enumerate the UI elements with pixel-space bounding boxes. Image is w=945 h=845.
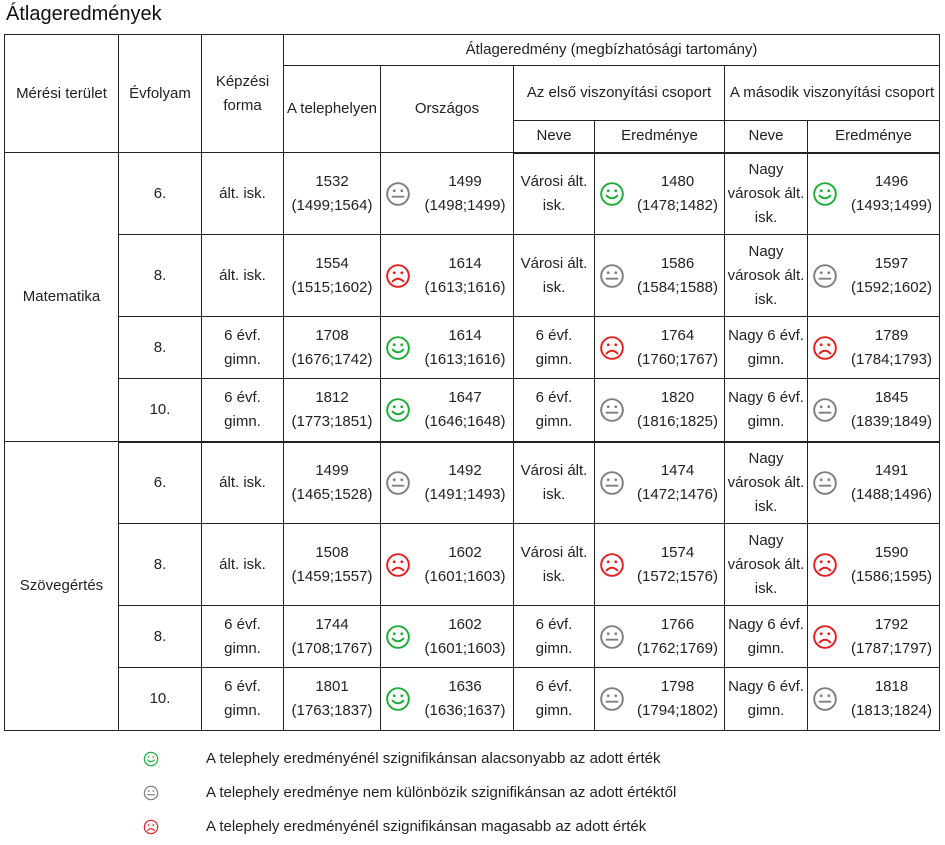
form-cell: 6 évf. gimn. [202,606,284,668]
national-score-cell [381,606,514,668]
group1-name-cell: Városi ált. isk. [514,235,595,317]
group1-name-cell: 6 évf. gimn. [514,379,595,442]
national-ci: (1601;1603) [424,567,506,585]
sad-face-icon [812,552,838,578]
header-national: Országos [381,66,514,153]
national-ci: (1646;1648) [424,412,506,430]
site-score: 1508 [315,543,349,561]
national-score: 1614 [448,254,482,272]
group2-score: 1818 [874,678,909,695]
national-ci: (1491;1493) [424,485,506,503]
site-ci: (1465;1528) [291,485,373,503]
sad-face-icon [812,624,838,650]
table-row [5,235,940,317]
header-site: A telephelyen [284,66,381,153]
sad-face-icon [385,552,411,578]
group1-ci: (1572;1576) [637,567,718,585]
national-ci: (1613;1616) [424,278,506,296]
group2-score-cell [808,235,940,317]
site-score: 1499 [315,461,349,479]
site-score-cell [284,442,381,524]
national-score: 1602 [448,615,482,633]
form-cell: 6 évf. gimn. [202,668,284,731]
neutral-face-icon [599,686,625,712]
group2-ci: (1493;1499) [851,196,932,214]
site-score-cell [284,524,381,606]
group2-ci: (1839;1849) [851,412,932,430]
site-score-cell [284,153,381,235]
group2-name-cell: Nagy városok ált. isk. [725,153,808,235]
national-score-cell [381,524,514,606]
group2-name-cell: Nagy 6 évf. gimn. [725,317,808,379]
header-group1-name: Neve [514,121,595,153]
neutral-face-icon [812,263,838,289]
group1-score-cell [595,524,725,606]
national-score: 1614 [448,326,482,344]
group2-name-cell: Nagy városok ált. isk. [725,235,808,317]
site-ci: (1763;1837) [291,702,373,719]
legend-item [0,779,945,809]
table-row [5,606,940,668]
group2-score-cell [808,606,940,668]
group1-name-cell: Városi ált. isk. [514,442,595,524]
group1-score-cell [595,442,725,524]
group1-ci: (1478;1482) [637,196,718,214]
sad-face-icon [385,263,411,289]
group1-name-cell: 6 évf. gimn. [514,668,595,731]
group1-ci: (1584;1588) [637,278,718,296]
site-score: 1812 [315,388,349,406]
neutral-face-icon [812,397,838,423]
header-group2-result: Eredménye [808,121,940,153]
national-score: 1602 [448,543,482,561]
grade-cell: 10. [119,379,202,442]
group1-score: 1480 [660,172,695,190]
national-score: 1647 [448,388,482,406]
group1-name-cell: Városi ált. isk. [514,153,595,235]
sad-face-icon [599,552,625,578]
header-group2-name: Neve [725,121,808,153]
site-score: 1532 [315,172,349,190]
group1-ci: (1760;1767) [637,350,718,368]
group1-score: 1766 [660,615,695,633]
national-score-cell [381,153,514,235]
group1-score: 1574 [660,543,695,561]
area-cell: Matematika [5,153,119,442]
group1-name-cell: Városi ált. isk. [514,524,595,606]
legend-item [0,813,945,843]
sad-face-icon [812,335,838,361]
group2-score-cell [808,379,940,442]
neutral-face-icon [143,785,159,801]
table-row [5,153,940,235]
neutral-face-icon [599,470,625,496]
group1-score-cell [595,317,725,379]
national-score-cell [381,668,514,731]
neutral-face-icon [385,470,411,496]
group2-ci: (1592;1602) [851,278,932,296]
national-ci: (1601;1603) [424,639,506,657]
group1-score: 1586 [660,254,695,272]
form-cell: ált. isk. [202,524,284,606]
group2-score: 1491 [874,461,909,479]
national-score-cell [381,442,514,524]
header-group1: Az első viszonyítási csoport [514,66,725,121]
sad-face-icon [143,819,159,835]
site-score: 1708 [315,326,349,344]
group1-ci: (1762;1769) [637,639,718,657]
table-row [5,317,940,379]
group1-score-cell [595,153,725,235]
legend-item [0,745,945,775]
group2-ci: (1488;1496) [851,485,932,503]
site-score-cell [284,235,381,317]
form-cell: ált. isk. [202,153,284,235]
legend-text: A telephely eredményénél szignifikánsan magasabb az adott érték [206,818,647,835]
results-table [4,34,940,731]
site-score-cell [284,606,381,668]
group1-score-cell [595,379,725,442]
site-score-cell [284,379,381,442]
group2-score: 1590 [874,543,909,561]
group2-ci: (1787;1797) [851,639,932,657]
grade-cell: 8. [119,235,202,317]
group2-ci: (1813;1824) [851,702,932,719]
group2-score-cell [808,524,940,606]
group2-score: 1496 [874,172,909,190]
national-ci: (1636;1637) [424,702,506,719]
group2-score: 1792 [874,615,909,633]
group1-score: 1764 [660,326,695,344]
group2-score-cell [808,153,940,235]
site-score-cell [284,668,381,731]
grade-cell: 8. [119,317,202,379]
header-form: Képzési forma [202,35,284,153]
area-cell: Szövegértés [5,442,119,731]
grade-cell: 6. [119,442,202,524]
grade-cell: 6. [119,153,202,235]
group1-ci: (1472;1476) [637,485,718,503]
neutral-face-icon [599,397,625,423]
group2-name-cell: Nagy 6 évf. gimn. [725,379,808,442]
header-group2: A második viszonyítási csoport [725,66,940,121]
national-score-cell [381,317,514,379]
site-ci: (1676;1742) [291,350,373,368]
group1-score-cell [595,235,725,317]
form-cell: ált. isk. [202,235,284,317]
group1-name-cell: 6 évf. gimn. [514,606,595,668]
group1-score: 1798 [660,678,695,695]
grade-cell: 8. [119,524,202,606]
national-score-cell [381,235,514,317]
table-row [5,668,940,731]
group1-ci: (1794;1802) [637,702,718,719]
group2-score: 1789 [874,326,909,344]
group1-score-cell [595,606,725,668]
group2-name-cell: Nagy 6 évf. gimn. [725,668,808,731]
form-cell: ált. isk. [202,442,284,524]
table-row [5,379,940,442]
grade-cell: 8. [119,606,202,668]
site-ci: (1459;1557) [291,567,373,585]
national-ci: (1498;1499) [424,196,506,214]
happy-face-icon [599,181,625,207]
happy-face-icon [143,751,159,767]
national-ci: (1613;1616) [424,350,506,368]
legend-text: A telephely eredménye nem különbözik szignifikánsan az adott értéktől [206,784,677,801]
site-score: 1801 [315,678,349,695]
group2-score-cell [808,317,940,379]
group2-name-cell: Nagy városok ált. isk. [725,442,808,524]
national-score-cell [381,379,514,442]
group1-score-cell [595,668,725,731]
legend-text: A telephely eredményénél szignifikánsan alacsonyabb az adott érték [206,750,661,767]
table-row [5,524,940,606]
table-row [5,442,940,524]
happy-face-icon [385,335,411,361]
site-ci: (1515;1602) [291,278,373,296]
group2-score: 1597 [874,254,909,272]
group2-ci: (1586;1595) [851,567,932,585]
group2-name-cell: Nagy városok ált. isk. [725,524,808,606]
happy-face-icon [812,181,838,207]
group1-name-cell: 6 évf. gimn. [514,317,595,379]
results-body [5,153,940,731]
site-ci: (1773;1851) [291,412,373,430]
page-title: Átlageredmények [6,3,162,25]
header-area: Mérési terület [5,35,119,153]
header-group1-result: Eredménye [595,121,725,153]
national-score: 1492 [448,461,482,479]
group2-name-cell: Nagy 6 évf. gimn. [725,606,808,668]
header-avg-group: Átlageredmény (megbízhatósági tartomány) [284,35,940,66]
neutral-face-icon [599,624,625,650]
group1-score: 1820 [660,388,695,406]
group2-score-cell [808,668,940,731]
site-ci: (1499;1564) [291,196,373,214]
form-cell: 6 évf. gimn. [202,379,284,442]
form-cell: 6 évf. gimn. [202,317,284,379]
grade-cell: 10. [119,668,202,731]
site-score-cell [284,317,381,379]
group2-score-cell [808,442,940,524]
happy-face-icon [385,624,411,650]
group2-score: 1845 [874,388,909,406]
national-score: 1499 [448,172,482,190]
neutral-face-icon [812,686,838,712]
group1-score: 1474 [660,461,695,479]
group1-ci: (1816;1825) [637,412,718,430]
happy-face-icon [385,686,411,712]
neutral-face-icon [385,181,411,207]
group2-ci: (1784;1793) [851,350,932,368]
site-ci: (1708;1767) [291,639,373,657]
neutral-face-icon [599,263,625,289]
neutral-face-icon [812,470,838,496]
sad-face-icon [599,335,625,361]
site-score: 1554 [315,254,349,272]
header-grade: Évfolyam [119,35,202,153]
national-score: 1636 [448,678,482,695]
site-score: 1744 [315,615,349,633]
happy-face-icon [385,397,411,423]
